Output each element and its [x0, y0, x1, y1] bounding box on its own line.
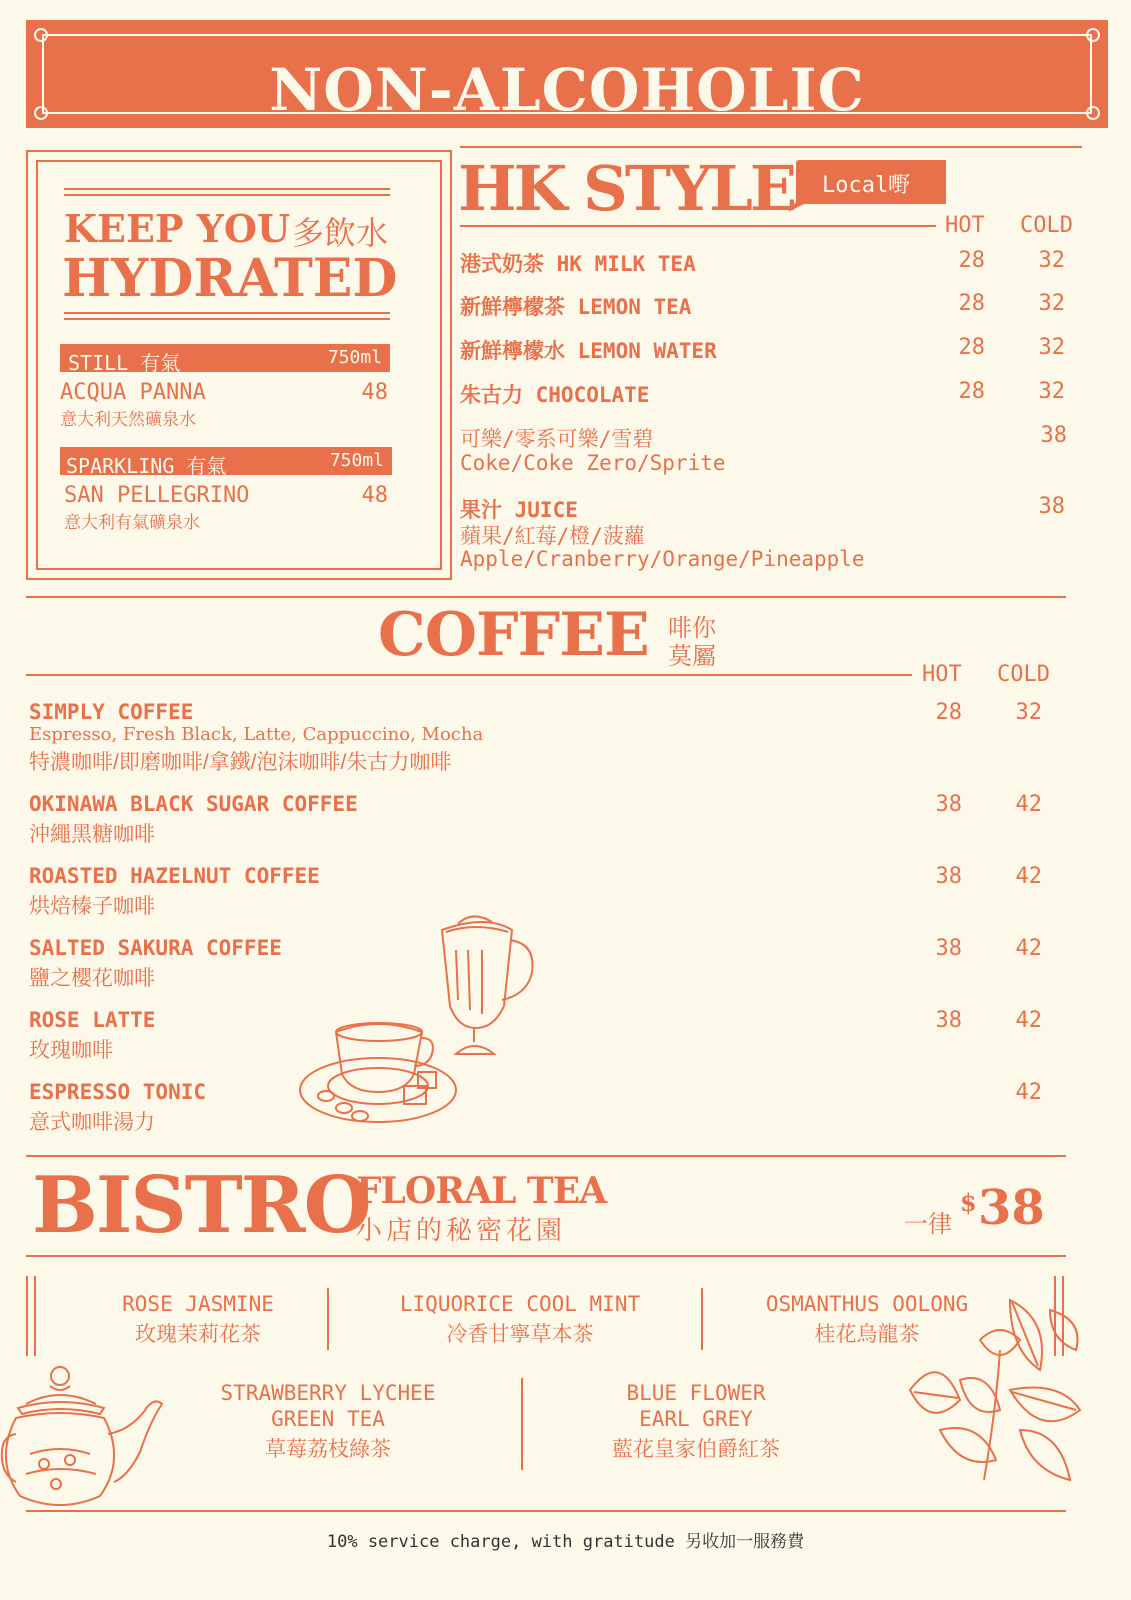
coke-item-zh: 可樂/零系可樂/雪碧	[460, 427, 654, 451]
coffee-item-cold-price: 32	[1015, 700, 1042, 725]
divider	[26, 1255, 1066, 1257]
coffee-item-name: SIMPLY COFFEE	[29, 700, 194, 724]
still-item-zh: 意大利天然礦泉水	[60, 410, 196, 429]
hk-style-title: HK STYLE	[458, 152, 795, 225]
coffee-item-hot-price: 38	[935, 792, 962, 817]
coffee-item-hot-price: 28	[935, 700, 962, 725]
menu-item-name: 港式奶茶 HK MILK TEA	[460, 252, 696, 276]
coffee-cup-illustration	[296, 910, 546, 1130]
sparkling-header-bar	[60, 447, 392, 478]
tea-name-zh: 藍花皇家伯爵紅茶	[612, 1438, 780, 1461]
divider	[26, 1276, 28, 1356]
hydrated-line2: HYDRATED	[62, 248, 398, 309]
still-header-bar	[60, 344, 390, 375]
corner-ornament	[1086, 106, 1100, 120]
juice-item-flavors: Apple/Cranberry/Orange/Pineapple	[460, 547, 865, 571]
coffee-item-name: ESPRESSO TONIC	[29, 1080, 207, 1104]
coffee-subtitle-zh-2: 莫屬	[668, 643, 716, 670]
tea-leaves-illustration	[900, 1280, 1090, 1500]
divider	[701, 1288, 703, 1350]
divider	[34, 1276, 36, 1356]
coke-item-en: Coke/Coke Zero/Sprite	[460, 451, 726, 475]
divider	[26, 596, 1066, 598]
sparkling-label: SPARKLING 有氣	[66, 454, 227, 478]
menu-item-cold-price: 32	[1038, 335, 1065, 360]
juice-item-name: 果汁 JUICE	[460, 498, 578, 522]
tea-name-en: BLUE FLOWER	[626, 1381, 766, 1405]
divider	[521, 1378, 523, 1470]
tea-name-en-2: EARL GREY	[639, 1407, 753, 1431]
teapot-illustration	[0, 1364, 170, 1514]
divider	[64, 312, 390, 314]
coffee-item-zh: 特濃咖啡/即磨咖啡/拿鐵/泡沫咖啡/朱古力咖啡	[29, 751, 452, 774]
juice-item-price: 38	[1038, 494, 1065, 519]
coffee-item-hot-price: 38	[935, 936, 962, 961]
divider	[327, 1288, 329, 1350]
menu-item-hot-price: 28	[958, 291, 985, 316]
divider	[460, 146, 1082, 148]
hk-style-tag: Local嘢	[822, 173, 911, 198]
menu-item-hot-price: 28	[958, 335, 985, 360]
corner-ornament	[1086, 28, 1100, 42]
menu-item-hot-price: 28	[958, 379, 985, 404]
coffee-item-zh: 意式咖啡湯力	[29, 1111, 155, 1134]
menu-item-hot-price: 28	[958, 248, 985, 273]
still-item-price: 48	[361, 380, 388, 405]
coffee-item-name: SALTED SAKURA COFFEE	[29, 936, 282, 960]
tea-name-zh: 冷香甘寧草本茶	[446, 1323, 594, 1346]
coffee-item-name: ROSE LATTE	[29, 1008, 156, 1032]
coffee-subtitle-zh-1: 啡你	[668, 615, 716, 642]
still-item-name: ACQUA PANNA	[60, 380, 206, 405]
coffee-item-cold-price: 42	[1015, 1080, 1042, 1105]
menu-item-cold-price: 32	[1038, 379, 1065, 404]
menu-item-name: 新鮮檸檬水 LEMON WATER	[460, 339, 717, 363]
divider	[64, 318, 390, 320]
tea-name-en: OSMANTHUS OOLONG	[765, 1292, 969, 1316]
page-title: NON-ALCOHOLIC	[269, 56, 865, 124]
coffee-item-zh: 鹽之櫻花咖啡	[29, 967, 155, 990]
tea-name-en-2: GREEN TEA	[271, 1407, 385, 1431]
sparkling-item-name: SAN PELLEGRINO	[64, 483, 250, 508]
corner-ornament	[34, 106, 48, 120]
coffee-item-name: OKINAWA BLACK SUGAR COFFEE	[29, 792, 358, 816]
corner-ornament	[34, 28, 48, 42]
bistro-title: BISTRO	[32, 1160, 370, 1251]
sparkling-item-price: 48	[361, 483, 388, 508]
still-size: 750ml	[327, 347, 382, 368]
coffee-item-zh: 烘焙榛子咖啡	[29, 895, 155, 918]
coffee-item-cold-price: 42	[1015, 864, 1042, 889]
menu-item-cold-price: 32	[1038, 291, 1065, 316]
hydrated-line1-zh: 多飲水	[292, 215, 389, 251]
coffee-title: COFFEE	[378, 600, 649, 670]
divider	[460, 225, 936, 227]
coffee-item-cold-price: 42	[1015, 936, 1042, 961]
tea-name-en: STRAWBERRY LYCHEE	[220, 1381, 436, 1405]
sparkling-size: 750ml	[329, 450, 384, 471]
menu-item-name: 朱古力 CHOCOLATE	[460, 383, 650, 407]
bistro-price-symbol: $	[960, 1188, 977, 1217]
bistro-subtitle: FLORAL TEA	[356, 1170, 607, 1212]
hydrated-line1: KEEP YOU	[64, 206, 291, 251]
coffee-item-name: ROASTED HAZELNUT COFFEE	[29, 864, 320, 888]
coffee-item-hot-price: 38	[935, 864, 962, 889]
divider	[64, 194, 390, 196]
tea-name-en: LIQUORICE COOL MINT	[399, 1292, 641, 1316]
hk-hot-header: HOT	[945, 213, 985, 238]
hk-cold-header: COLD	[1020, 213, 1073, 238]
tea-name-zh: 玫瑰茉莉花茶	[135, 1323, 261, 1346]
bistro-subtitle-zh: 小店的秘密花園	[356, 1215, 567, 1245]
still-label: STILL 有氣	[68, 351, 181, 375]
sparkling-item-zh: 意大利有氣礦泉水	[64, 513, 200, 532]
divider	[64, 188, 390, 190]
divider	[26, 1155, 1066, 1157]
coffee-item-desc: Espresso, Fresh Black, Latte, Cappuccino, Mocha	[29, 724, 484, 745]
bistro-price-prefix: 一律	[904, 1211, 952, 1238]
menu-item-name: 新鮮檸檬茶 LEMON TEA	[460, 295, 692, 319]
header-banner	[26, 20, 1108, 128]
banner-frame	[42, 34, 1092, 124]
divider	[26, 1510, 1066, 1512]
tea-name-en: ROSE JASMINE	[122, 1292, 274, 1316]
divider	[26, 674, 912, 676]
coffee-item-hot-price: 38	[935, 1008, 962, 1033]
footer-note: 10% service charge, with gratitude 另收加一服務費	[326, 1532, 805, 1552]
menu-item-cold-price: 32	[1038, 248, 1065, 273]
coffee-item-cold-price: 42	[1015, 792, 1042, 817]
tea-name-zh: 草莓荔枝綠茶	[265, 1438, 391, 1461]
tea-name-zh: 桂花烏龍茶	[814, 1323, 920, 1346]
coffee-item-zh: 玫瑰咖啡	[29, 1039, 113, 1062]
bistro-price: 38	[978, 1180, 1045, 1236]
coffee-item-cold-price: 42	[1015, 1008, 1042, 1033]
coffee-cold-header: COLD	[997, 662, 1050, 687]
coffee-item-zh: 沖繩黑糖咖啡	[29, 823, 155, 846]
coke-item-price: 38	[1040, 423, 1067, 448]
juice-item-zh: 蘋果/紅莓/橙/菠蘿	[460, 524, 645, 548]
coffee-hot-header: HOT	[922, 662, 962, 687]
